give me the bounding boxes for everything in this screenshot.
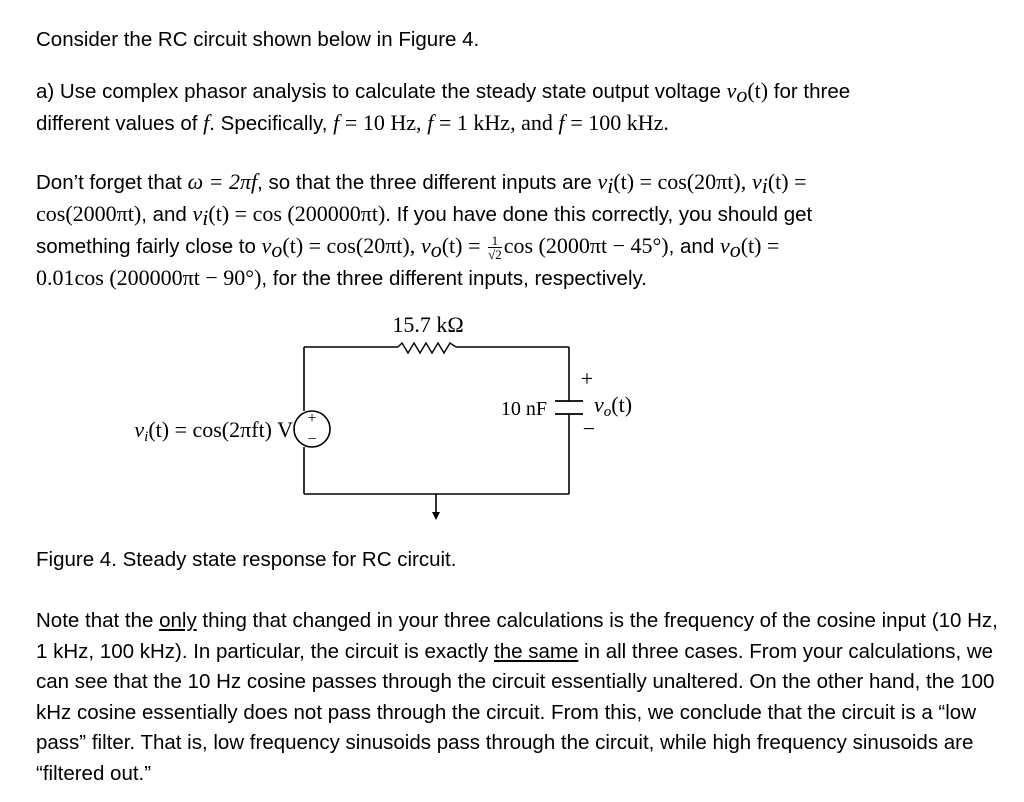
part-a-text: a) Use complex phasor analysis to calculate the steady state output voltage $v_o(t)$ for three different values of f. Specifically, f = 10 Hz, f = 1 kHz, and f = 100 kHz.: [36, 78, 851, 135]
resistor-symbol: [398, 343, 456, 353]
note-text: Note that the only thing that changed in your three calculations is the frequency of the cosine input (10 Hz, 1 kHz, 100 kHz). In particular, the circuit is exactly the same in all three cases. From your calculations, we can see that the 10 Hz cosine passes through the circuit essentially unaltered. On the other hand, the 100 kHz cosine essentially does not pass through the circuit. From this, we conclude that the circuit is a “low pass” filter. That is, low frequency sinusoids pass through the circuit, while high frequency sinusoids are “filtered out.”: [36, 609, 998, 785]
output-label: vo(t): [594, 392, 633, 420]
intro-text: Consider the RC circuit shown below in Figure 4.: [36, 28, 480, 51]
one-over-root-two: $\frac{1}{√2}$: [488, 233, 502, 263]
source-label: vi(t) = cos(2πft) V: [134, 417, 293, 445]
circuit-wires: [304, 347, 569, 514]
figure-caption: Figure 4. Steady state response for RC circuit.: [36, 548, 457, 571]
ground-arrow-icon: [432, 512, 440, 520]
hint-text: Don’t forget that ω = 2πf, so that the three different inputs are $v_i(t) = \cos(20\pi t)$, $v_i(t)$ = cos(2000πt), and $v_i(t) = \cos (200000\pi t)$. If you have done this correctly, you should get something fairly close to $v_o(t) = \cos(20\pi t)$, $v_o(t)$ = $\frac{1}{√2}$ cos (2000πt − 45°), and $v_o(t)$ = 0.01cos (200000πt − 90°), for the three different inputs, respectively.: [36, 169, 813, 290]
capacitor-label: 10 nF: [500, 398, 547, 420]
source-plus-sign: +: [307, 410, 317, 427]
capacitor-symbol: [555, 401, 583, 414]
resistor-label: 15.7 kΩ: [392, 312, 464, 337]
rc-circuit-diagram: [0, 300, 700, 530]
output-plus-sign: +: [580, 366, 594, 391]
output-minus-sign: −: [582, 416, 596, 441]
source-minus-sign: −: [307, 431, 317, 448]
